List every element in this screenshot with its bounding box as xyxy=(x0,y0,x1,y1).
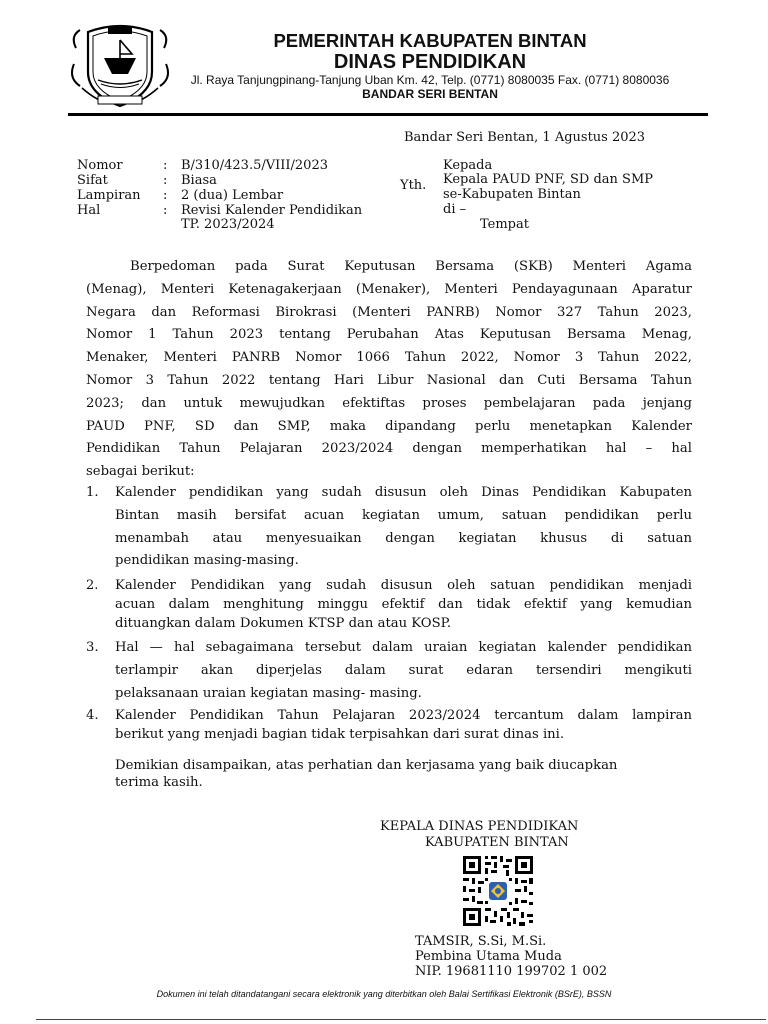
closing-paragraph xyxy=(115,757,692,791)
point-line: pelaksanaan uraian kegiatan masing- masing. xyxy=(115,685,422,701)
signatory-nip: NIP. 19681110 199702 1 002 xyxy=(415,964,608,979)
point-1 xyxy=(115,482,692,573)
signature-title-1: KEPALA DINAS PENDIDIKAN xyxy=(380,819,579,834)
intro-line: Berpedoman pada Surat Keputusan Bersama (SKB) Menteri Agama xyxy=(130,259,692,274)
intro-line: Negara dan Reformasi Birokrasi (Menteri PANRB) Nomor 327 Tahun 2023, xyxy=(86,304,692,320)
point-line: pendidikan masing-masing. xyxy=(115,553,299,569)
signatory-rank: Pembina Utama Muda xyxy=(415,949,562,964)
point-2 xyxy=(115,576,692,633)
meta-label-sifat: Sifat xyxy=(77,173,108,188)
intro-line: Nomor 3 Tahun 2022 tentang Hari Libur Nasional dan Cuti Bersama Tahun xyxy=(86,372,692,388)
intro-line: 2023; dan untuk mewujudkan efektiftas proses pembelajaran pada jenjang xyxy=(86,395,692,411)
point-line: Kalender pendidikan yang sudah disusun oleh Dinas Pendidikan Kabupaten xyxy=(115,485,692,500)
recipient-di: di – xyxy=(443,202,467,217)
point-4 xyxy=(115,706,692,744)
meta-sep-lampiran: : xyxy=(163,188,168,203)
recipient-kepada: Kepada xyxy=(443,158,493,173)
point-line: dituangkan dalam Dokumen KTSP dan atau KOSP. xyxy=(115,616,452,631)
recipient-yth: Yth. xyxy=(400,178,427,193)
closing-line: Demikian disampaikan, atas perhatian dan kerjasama yang baik diucapkan xyxy=(115,758,618,773)
meta-label-hal: Hal xyxy=(77,203,101,218)
meta-value-hal-line2: TP. 2023/2024 xyxy=(181,217,275,232)
recipient-tempat: Tempat xyxy=(480,217,529,232)
intro-line: sebagai berikut: xyxy=(86,464,195,480)
point-line: acuan dalam menghitung minggu efektif dan tidak efektif yang kemudian xyxy=(115,597,692,612)
letterhead-government: PEMERINTAH KABUPATEN BINTAN xyxy=(273,30,587,51)
meta-label-lampiran: Lampiran xyxy=(77,188,141,203)
meta-sep-sifat: : xyxy=(163,173,168,188)
intro-line: Menaker, Menteri PANRB Nomor 1066 Tahun 2022, Nomor 3 Tahun 2022, xyxy=(86,350,692,366)
meta-label-nomor: Nomor xyxy=(77,158,123,173)
point-3 xyxy=(115,637,692,705)
signatory-name: TAMSIR, S.Si, M.Si. xyxy=(415,934,547,949)
point-1-number: 1. xyxy=(86,485,99,500)
closing-line: terima kasih. xyxy=(115,775,203,790)
intro-line: Nomor 1 Tahun 2023 tentang Perubahan Atas Keputusan Bersama Menag, xyxy=(86,327,692,343)
electronic-signature-note: Dokumen ini telah ditandatangani secara elektronik yang diterbitkan oleh Balai Sertifikasi Elektronik (BSrE), BSSN xyxy=(156,989,612,999)
meta-value-hal: Revisi Kalender Pendidikan xyxy=(181,203,363,218)
point-line: terlampir akan diperjelas dalam surat edaran tersendiri mengikuti xyxy=(115,662,692,678)
recipient-line1: Kepala PAUD PNF, SD dan SMP xyxy=(443,172,654,187)
point-line: berikut yang menjadi bagian tidak terpisahkan dari surat dinas ini. xyxy=(115,727,565,742)
meta-sep-nomor: : xyxy=(163,158,168,173)
meta-sep-hal: : xyxy=(163,203,168,218)
point-3-number: 3. xyxy=(86,640,99,655)
date-line: Bandar Seri Bentan, 1 Agustus 2023 xyxy=(404,130,646,145)
qr-code-icon xyxy=(463,856,533,926)
meta-value-sifat: Biasa xyxy=(181,173,217,188)
recipient-line2: se-Kabupaten Bintan xyxy=(443,187,581,202)
point-line: Kalender Pendidikan yang sudah disusun oleh satuan pendidikan menjadi xyxy=(115,578,692,593)
point-4-number: 4. xyxy=(86,708,99,723)
signature-title-2: KABUPATEN BINTAN xyxy=(425,835,569,850)
letterhead-divider xyxy=(68,113,708,116)
letterhead-office: DINAS PENDIDIKAN xyxy=(333,51,527,73)
point-line: Hal — hal sebagaimana tersebut dalam uraian kegiatan kalender pendidikan xyxy=(115,640,692,655)
kabupaten-bintan-crest-icon xyxy=(68,18,172,110)
point-line: menambah atau menyesuaikan dengan kegiatan khusus di satuan xyxy=(115,530,692,546)
letterhead-address: Jl. Raya Tanjungpinang-Tanjung Uban Km. 42, Telp. (0771) 8080035 Fax. (0771) 8080036 xyxy=(190,73,670,87)
point-line: Bintan masih bersifat acuan kegiatan umum, satuan pendidikan perlu xyxy=(115,507,692,523)
point-2-number: 2. xyxy=(86,578,99,593)
intro-line: Pendidikan Tahun Pelajaran 2023/2024 dengan memperhatikan hal – hal xyxy=(86,441,692,457)
point-line: Kalender Pendidikan Tahun Pelajaran 2023/2024 tercantum dalam lampiran xyxy=(115,708,692,723)
intro-line: PAUD PNF, SD dan SMP, maka dipandang perlu menetapkan Kalender xyxy=(86,418,692,434)
letterhead-city: BANDAR SERI BENTAN xyxy=(362,87,498,101)
meta-value-nomor: B/310/423.5/VIII/2023 xyxy=(181,158,328,173)
footer-divider xyxy=(36,1019,766,1020)
intro-line: (Menag), Menteri Ketenagakerjaan (Menaker), Menteri Pendayagunaan Aparatur xyxy=(86,281,692,297)
intro-paragraph xyxy=(86,256,692,484)
meta-value-lampiran: 2 (dua) Lembar xyxy=(181,188,284,203)
